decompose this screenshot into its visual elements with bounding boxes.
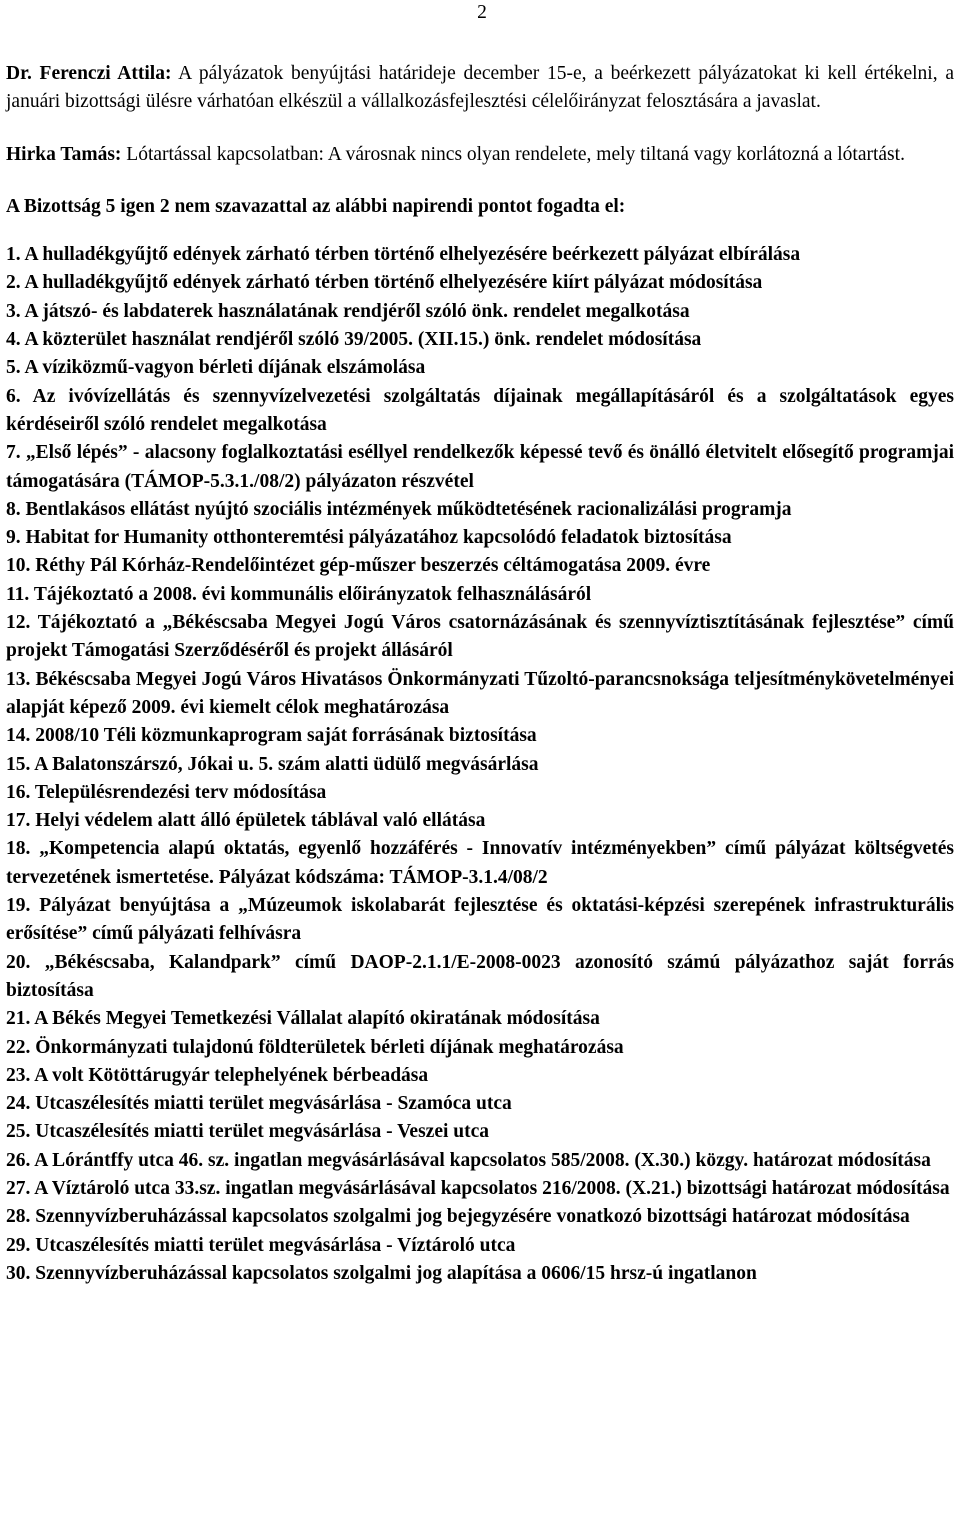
agenda-item-number: 29. <box>6 1234 31 1256</box>
agenda-item-text: Tájékoztató a 2008. évi kommunális előirányzatok felhasználásáról <box>33 583 592 605</box>
agenda-item-text: A Balatonszárszó, Jókai u. 5. szám alatti üdülő megvásárlása <box>34 753 539 775</box>
agenda-item <box>6 241 954 269</box>
speaker-name: Dr. Ferenczi Attila: <box>6 63 172 84</box>
agenda-item-number: 20. <box>6 951 31 973</box>
agenda-item-number: 14. <box>6 725 31 747</box>
agenda-item <box>6 1175 954 1203</box>
agenda-item <box>6 835 954 892</box>
agenda-item-text: A hulladékgyűjtő edények zárható térben történő elhelyezésére kiírt pályázat módosítása <box>24 272 763 294</box>
speaker-name: Hirka Tamás: <box>6 143 122 165</box>
agenda-item-number: 19. <box>6 895 31 917</box>
agenda-item <box>6 666 954 723</box>
agenda-item-text: Helyi védelem alatt álló épületek táblával való ellátása <box>35 810 486 832</box>
agenda-item-text: „Kompetencia alapú oktatás, egyenlő hozzáférés - Innovatív intézményekben” című pályázat költségvetés tervezetének ismertetése. Pályázat kódszáma: TÁMOP-3.1.4/08/2 <box>6 838 955 888</box>
agenda-item <box>6 751 954 779</box>
document-body <box>6 60 954 1288</box>
agenda-item-text: Pályázat benyújtása a „Múzeumok iskolabarát fejlesztése és oktatási-képzési szerepének infrastrukturális erősítése” című pályázati felhívásra <box>6 895 955 945</box>
agenda-item-number: 28. <box>6 1206 31 1228</box>
agenda-item-text: Bentlakásos ellátást nyújtó szociális intézmények működtetésének racionalizálási programja <box>25 498 792 520</box>
paragraph-hirka <box>6 141 954 169</box>
agenda-item <box>6 1203 954 1231</box>
agenda-item <box>6 552 954 580</box>
agenda-item <box>6 383 954 440</box>
agenda-item-text: Településrendezési terv módosítása <box>34 781 327 803</box>
agenda-item-text: Az ivóvízellátás és szennyvízelvezetési szolgáltatás díjainak megállapításáról és a szolgáltatások egyes kérdéseiről szóló rendelet megalkotása <box>6 385 954 435</box>
agenda-item <box>6 1118 954 1146</box>
agenda-item-number: 13. <box>6 668 31 690</box>
agenda-item-number: 4. <box>6 329 21 351</box>
agenda-item-text: A játszó- és labdaterek használatának rendjéről szóló önk. rendelet megalkotása <box>24 300 690 322</box>
agenda-item <box>6 779 954 807</box>
agenda-item-text: Szennyvízberuházással kapcsolatos szolgalmi jog bejegyzésére vonatkozó bizottsági határozat módosítása <box>35 1206 910 1228</box>
agenda-item <box>6 1062 954 1090</box>
agenda-item-number: 8. <box>6 498 21 520</box>
agenda-item-number: 11. <box>6 583 30 605</box>
agenda-item <box>6 1090 954 1118</box>
agenda-item-number: 24. <box>6 1093 31 1115</box>
agenda-item <box>6 722 954 750</box>
agenda-item <box>6 609 954 666</box>
paragraph-ferenczi <box>6 60 954 117</box>
agenda-item-text: Szennyvízberuházással kapcsolatos szolgalmi jog alapítása a 0606/15 hrsz-ú ingatlanon <box>35 1262 757 1284</box>
agenda-item-number: 27. <box>6 1177 31 1199</box>
agenda-item-number: 1. <box>6 244 21 266</box>
agenda-item-number: 21. <box>6 1008 31 1030</box>
agenda-item-text: A Víztároló utca 33.sz. ingatlan megvásárlásával kapcsolatos 216/2008. (X.21.) bizottsági határozat módosítása <box>34 1177 950 1199</box>
agenda-item-number: 22. <box>6 1036 31 1058</box>
agenda-item-text: Habitat for Humanity otthonteremtési pályázatához kapcsolódó feladatok biztosítása <box>25 527 732 549</box>
agenda-item-text: A víziközmű-vagyon bérleti díjának elszámolása <box>24 357 426 379</box>
agenda-item <box>6 1005 954 1033</box>
agenda-item-text: „Első lépés” - alacsony foglalkoztatási eséllyel rendelkezők képessé tevő és önálló életvitelt elősegítő programjai támogatására (TÁMOP-5.3.1./08/2) pályázaton részvétel <box>6 442 954 492</box>
agenda-item <box>6 949 954 1006</box>
agenda-item-number: 30. <box>6 1262 31 1284</box>
agenda-item-text: A Lórántffy utca 46. sz. ingatlan megvásárlásával kapcsolatos 585/2008. (X.30.) közgy. határozat módosítása <box>34 1149 931 1171</box>
paragraph-text: Lótartással kapcsolatban: A városnak nincs olyan rendelete, mely tiltaná vagy korlátozná a lótartást. <box>126 143 905 165</box>
agenda-item-text: A volt Kötöttárugyár telephelyének bérbeadása <box>34 1064 429 1086</box>
agenda-item <box>6 269 954 297</box>
agenda-item <box>6 1034 954 1062</box>
page-number: 2 <box>477 2 487 23</box>
agenda-item-number: 9. <box>6 527 21 549</box>
agenda-item-text: Utcaszélesítés miatti terület megvásárlása - Szamóca utca <box>35 1093 512 1115</box>
agenda-item <box>6 892 954 949</box>
agenda-item-number: 17. <box>6 810 31 832</box>
agenda-item <box>6 1147 954 1175</box>
agenda-item-number: 26. <box>6 1149 31 1171</box>
agenda-item <box>6 439 954 496</box>
agenda-item-number: 10. <box>6 555 31 577</box>
agenda-item-text: Utcaszélesítés miatti terület megvásárlása - Víztároló utca <box>35 1234 516 1256</box>
agenda-item <box>6 298 954 326</box>
agenda-item-text: Réthy Pál Kórház-Rendelőintézet gép-műszer beszerzés céltámogatása 2009. évre <box>35 555 711 577</box>
agenda-item-number: 5. <box>6 357 21 379</box>
agenda-item-text: Tájékoztató a „Békéscsaba Megyei Jogú Város csatornázásának és szennyvíztisztításának fejlesztése” című projekt Támogatási Szerződéséről és projekt állásáról <box>6 612 954 662</box>
agenda-item <box>6 496 954 524</box>
agenda-item-number: 6. <box>6 385 21 407</box>
agenda-item <box>6 1232 954 1260</box>
agenda-item-number: 12. <box>6 612 31 634</box>
agenda-item-number: 3. <box>6 300 21 322</box>
agenda-item <box>6 807 954 835</box>
agenda-item-number: 7. <box>6 442 21 464</box>
agenda-item <box>6 524 954 552</box>
decision-heading: A Bizottság 5 igen 2 nem szavazattal az alábbi napirendi pontot fogadta el: <box>6 195 626 217</box>
agenda-item-text: A Békés Megyei Temetkezési Vállalat alapító okiratának módosítása <box>34 1008 600 1030</box>
agenda-item-text: Békéscsaba Megyei Jogú Város Hivatásos Önkormányzati Tűzoltó-parancsnoksága teljesítménykövetelményei alapját képező 2009. évi kiemelt célok meghatározása <box>6 668 954 718</box>
agenda-item-number: 15. <box>6 753 31 775</box>
paragraph-text: A pályázatok benyújtási határideje december 15-e, a beérkezett pályázatokat ki kell értékelni, a januári bizottsági ülésre várhatóan elkészül a vállalkozásfejlesztési célelőirányzat felosztására a javaslat. <box>6 63 954 113</box>
agenda-item-number: 16. <box>6 781 31 803</box>
agenda-item <box>6 354 954 382</box>
agenda-item-number: 2. <box>6 272 21 294</box>
agenda-item-text: 2008/10 Téli közmunkaprogram saját forrásának biztosítása <box>35 725 537 747</box>
agenda-item-text: Utcaszélesítés miatti terület megvásárlása - Veszei utca <box>35 1121 490 1143</box>
agenda-item <box>6 581 954 609</box>
agenda-item <box>6 326 954 354</box>
agenda-item-number: 18. <box>6 838 31 860</box>
agenda-list <box>6 241 954 1288</box>
agenda-item <box>6 1260 954 1288</box>
agenda-item-number: 25. <box>6 1121 31 1143</box>
agenda-item-text: Önkormányzati tulajdonú földterületek bérleti díjának meghatározása <box>35 1036 624 1058</box>
agenda-item-text: A hulladékgyűjtő edények zárható térben történő elhelyezésére beérkezett pályázat elbírálása <box>24 244 801 266</box>
agenda-item-text: A közterület használat rendjéről szóló 39/2005. (XII.15.) önk. rendelet módosítása <box>24 329 702 351</box>
agenda-item-number: 23. <box>6 1064 31 1086</box>
agenda-item-text: „Békéscsaba, Kalandpark” című DAOP-2.1.1/E-2008-0023 azonosító számú pályázathoz saját forrás biztosítása <box>6 951 955 1001</box>
